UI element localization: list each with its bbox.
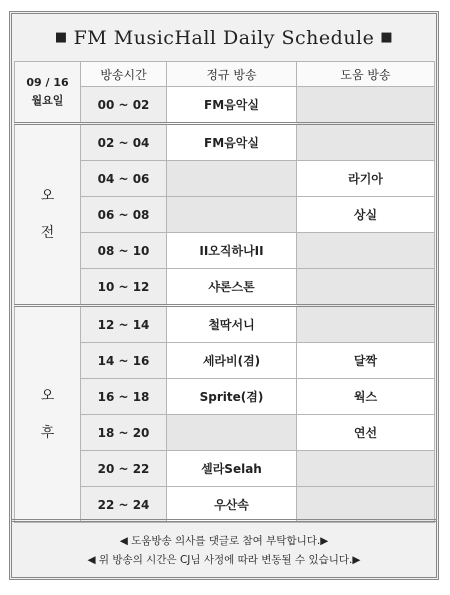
- help-cell: [297, 487, 435, 523]
- regular-cell: 우산속: [167, 487, 297, 523]
- help-cell: 상실: [297, 197, 435, 233]
- regular-cell: 철딱서니: [167, 306, 297, 343]
- help-cell: [297, 451, 435, 487]
- regular-cell: Sprite(겸): [167, 379, 297, 415]
- time-cell: 02 ~ 04: [81, 124, 167, 161]
- time-cell: 20 ~ 22: [81, 451, 167, 487]
- regular-cell: 샤론스톤: [167, 269, 297, 306]
- help-cell: 달짝: [297, 343, 435, 379]
- schedule-table: [14, 61, 435, 523]
- period-pm-char-1: 오: [40, 388, 55, 405]
- weekday-text: 월요일: [31, 94, 64, 107]
- regular-cell: [167, 415, 297, 451]
- regular-cell: [167, 197, 297, 233]
- help-cell: [297, 269, 435, 306]
- regular-cell: FM음악실: [167, 87, 297, 124]
- time-cell: 22 ~ 24: [81, 487, 167, 523]
- help-cell: [297, 87, 435, 124]
- title-text: FM MusicHall Daily Schedule: [73, 26, 375, 49]
- time-cell: 00 ~ 02: [81, 87, 167, 124]
- date-cell: [15, 62, 81, 124]
- col-header-regular: 정규 방송: [167, 62, 297, 87]
- regular-cell: II오직하나II: [167, 233, 297, 269]
- header-row: [15, 62, 435, 87]
- title-left-square: ■: [54, 30, 68, 45]
- time-cell: 06 ~ 08: [81, 197, 167, 233]
- help-cell: 연선: [297, 415, 435, 451]
- time-cell: 14 ~ 16: [81, 343, 167, 379]
- col-header-help: 도움 방송: [297, 62, 435, 87]
- table-row: [15, 306, 435, 343]
- period-pm-char-2: 후: [40, 424, 55, 441]
- col-header-time: 방송시간: [81, 62, 167, 87]
- schedule-frame: [9, 11, 439, 580]
- help-cell: [297, 306, 435, 343]
- time-cell: 16 ~ 18: [81, 379, 167, 415]
- regular-cell: 세라비(겸): [167, 343, 297, 379]
- period-am-cell: [15, 124, 81, 306]
- period-pm-cell: [15, 306, 81, 523]
- footer-line-1: ◀ 도움방송 의사를 댓글로 참여 부탁합니다.▶: [119, 535, 329, 547]
- help-cell: 라기아: [297, 161, 435, 197]
- title-right-square: ■: [380, 30, 394, 45]
- regular-cell: [167, 161, 297, 197]
- time-cell: 12 ~ 14: [81, 306, 167, 343]
- regular-cell: 셀라Selah: [167, 451, 297, 487]
- date-text: 09 / 16: [26, 76, 69, 90]
- help-cell: 웍스: [297, 379, 435, 415]
- schedule-title: [12, 14, 436, 61]
- time-cell: 18 ~ 20: [81, 415, 167, 451]
- help-cell: [297, 124, 435, 161]
- footer-notes: [12, 519, 436, 580]
- regular-cell: FM음악실: [167, 124, 297, 161]
- period-am-char-2: 전: [40, 224, 55, 241]
- help-cell: [297, 233, 435, 269]
- footer-line-2: ◀ 위 방송의 시간은 CJ님 사정에 따라 변동될 수 있습니다.▶: [87, 554, 361, 566]
- time-cell: 04 ~ 06: [81, 161, 167, 197]
- table-row: [15, 124, 435, 161]
- time-cell: 10 ~ 12: [81, 269, 167, 306]
- time-cell: 08 ~ 10: [81, 233, 167, 269]
- period-am-char-1: 오: [40, 188, 55, 205]
